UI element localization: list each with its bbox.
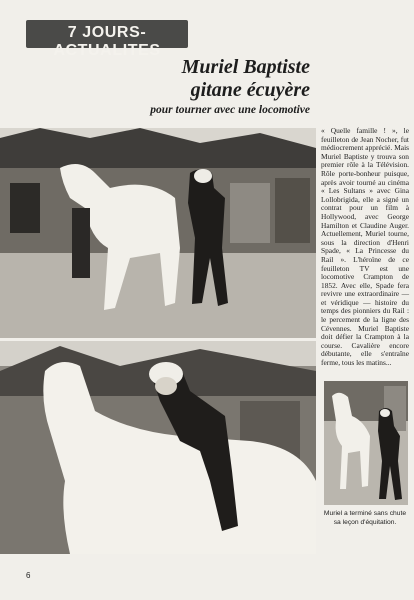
section-banner bbox=[26, 20, 188, 59]
section-label: 7 JOURS-ACTUALITES bbox=[53, 24, 161, 59]
headline-line-1: Muriel Baptiste bbox=[181, 56, 310, 78]
photo-small bbox=[324, 381, 408, 505]
article-body: « Quelle famille ! », le feuilleton de Jean Nocher, fut médiocrement apprécié. Mais Muriel Baptiste y trouva son premier rôle à la Télévision. Rôle porte-bonheur puisque, après avoir tourné au cinéma « Les Sultans » avec Gina Lollobrigida, elle a signé un contrat pour un film à Hollywood, avec George Hamilton et Claudine Auger. Actuellement, Muriel tourne, sous la direction d'Henri Spade, « La Princesse du Rail ». L'héroïne de ce feuilleton TV est une locomotive Crampton de 1852. Avec elle, Spade fera revivre une extraordinaire — et véridique — histoire du temps des pionniers du Rail : le percement de la ligne des Cévennes. Muriel Baptiste doit défier la Crampton à la course. Cavalière encore débutante, elle s'entraîne ferme, tous les matins... bbox=[321, 126, 409, 368]
page-number: 6 bbox=[26, 571, 31, 580]
woman-mounting-horse-icon bbox=[0, 341, 316, 554]
headline-line-2: gitane écuyère bbox=[190, 79, 310, 101]
horse-woman-stables-icon bbox=[0, 128, 316, 338]
headline-subtitle: pour tourner avec une locomotive bbox=[150, 104, 310, 116]
photo-top bbox=[0, 128, 316, 338]
photo-caption: Muriel a terminé sans chute sa leçon d'équitation. bbox=[323, 510, 407, 526]
photo-middle bbox=[0, 341, 316, 554]
woman-leading-horse-icon bbox=[324, 381, 408, 505]
